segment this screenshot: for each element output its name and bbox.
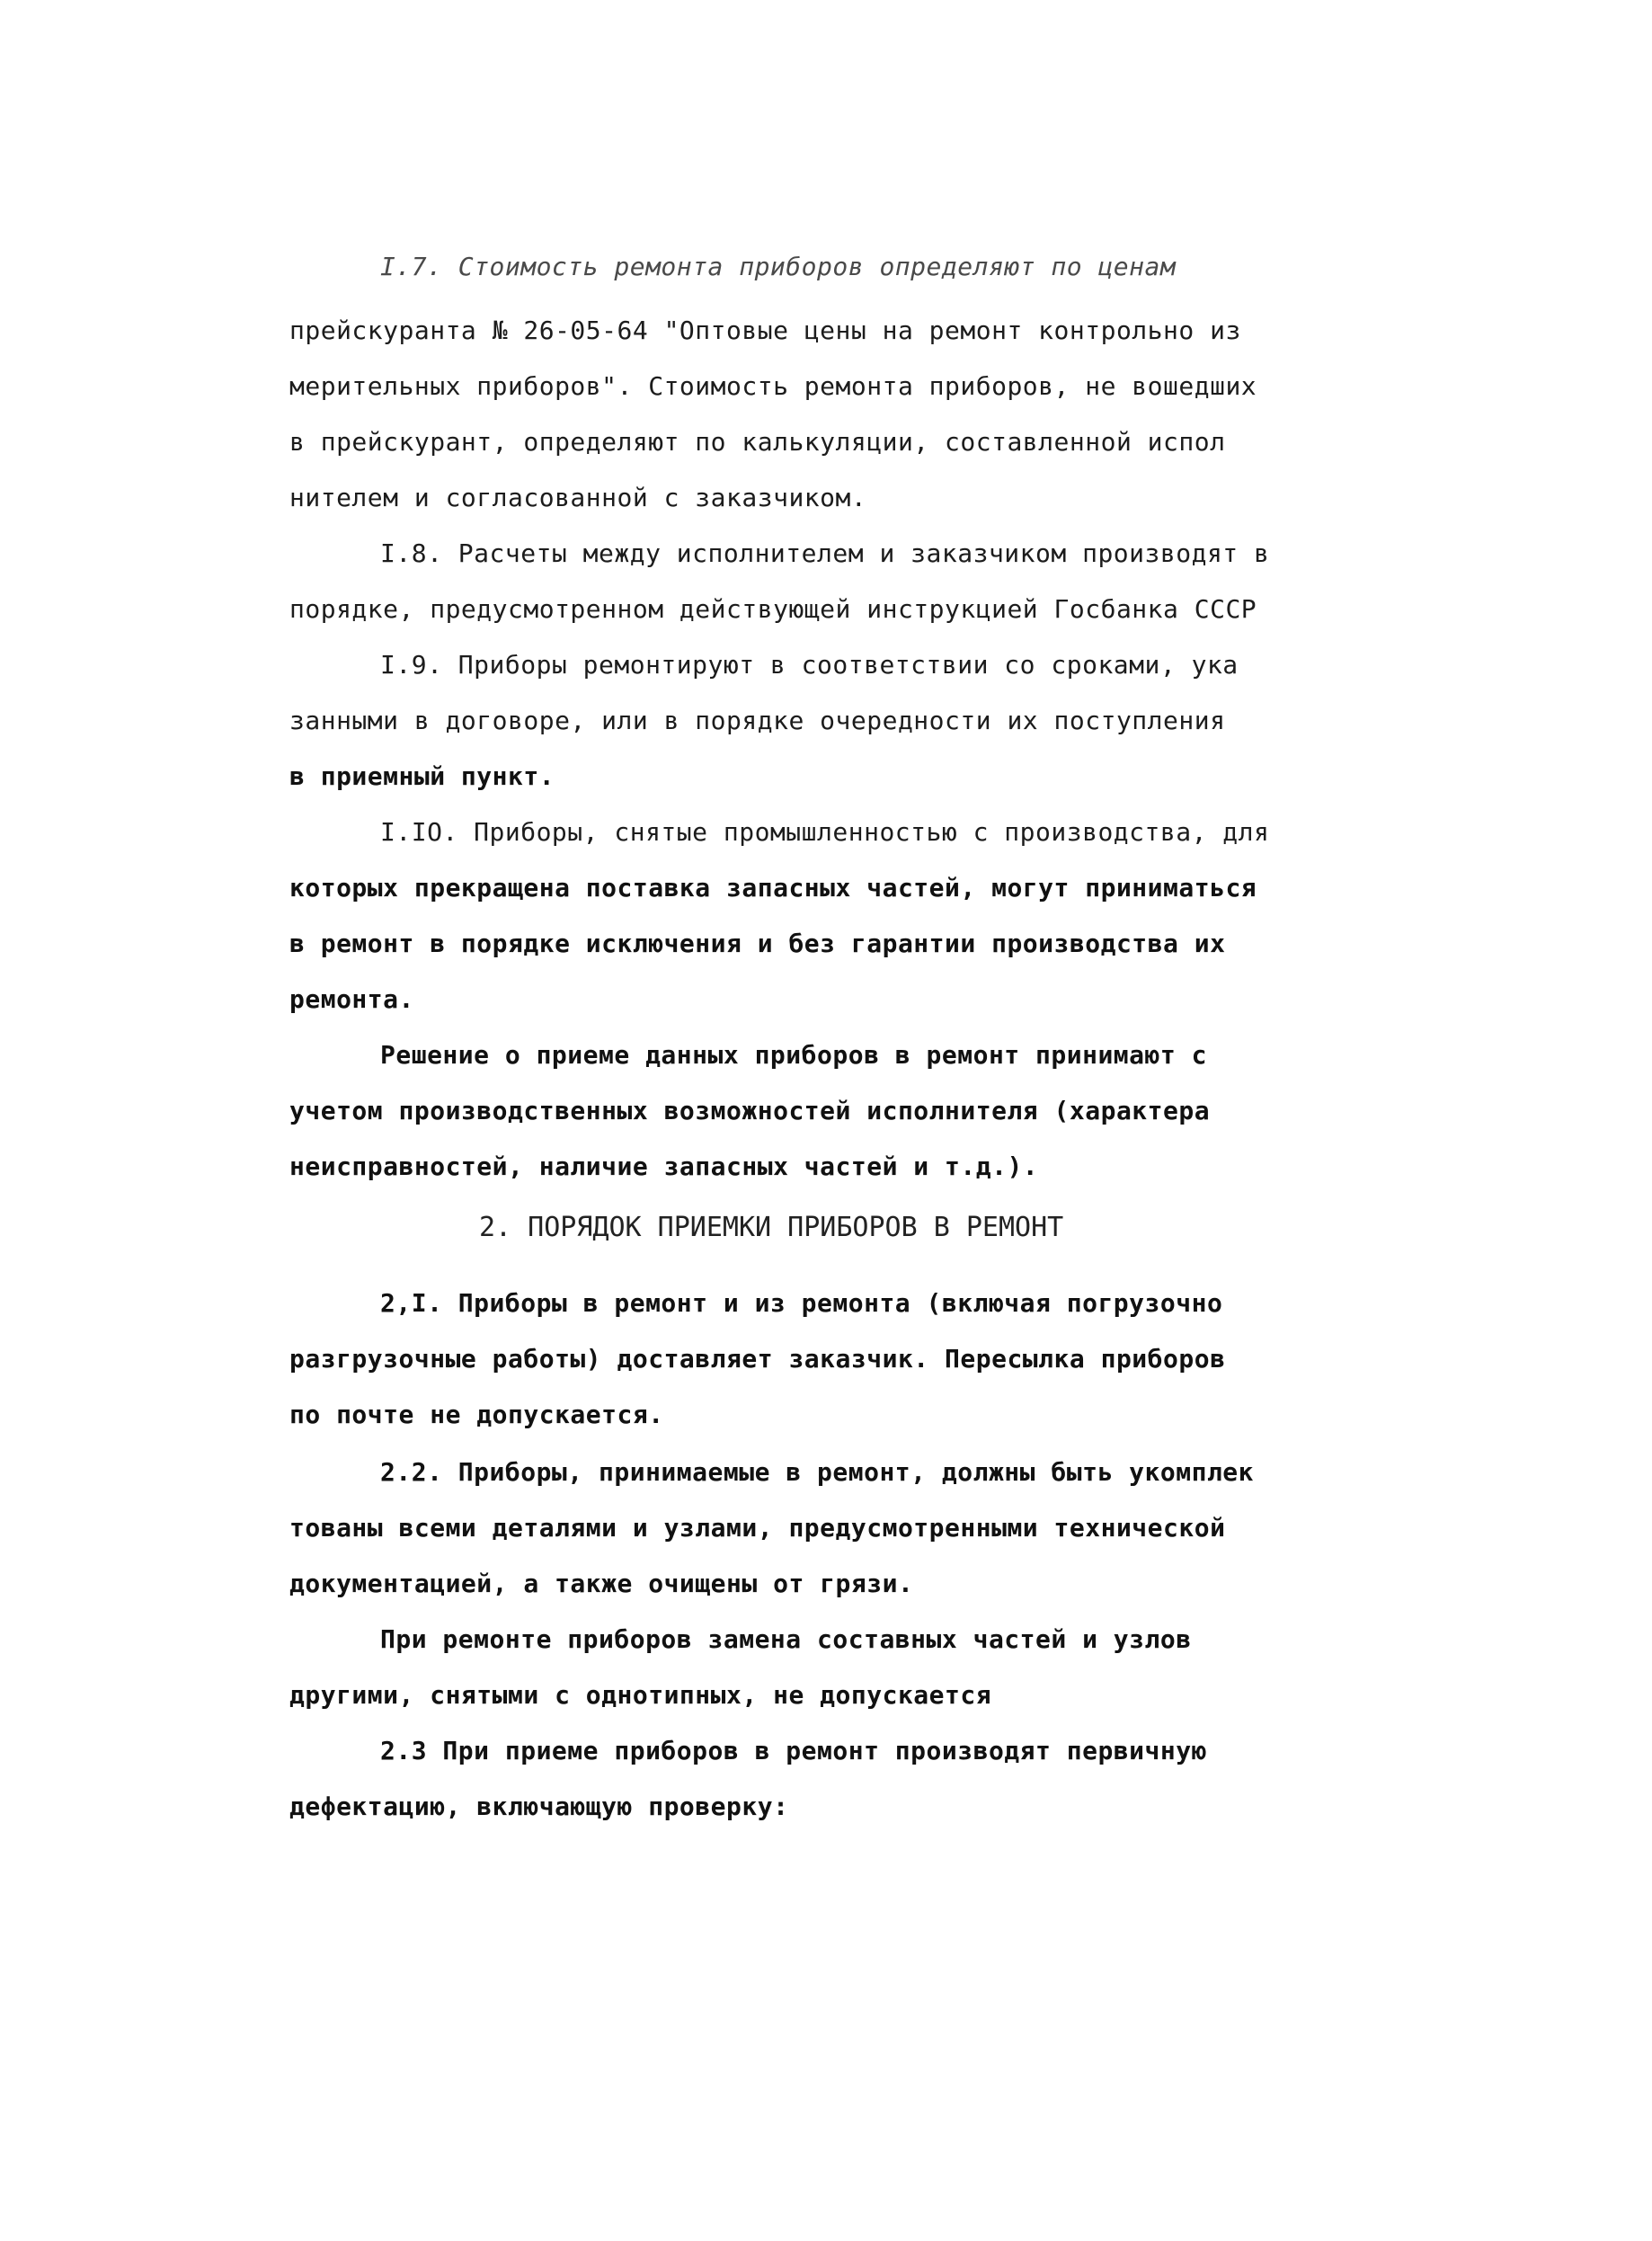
p2-2b-line-2: другими, снятыми с однотипных, не допускается: [289, 1680, 992, 1710]
p1-10-line-3: в ремонт в порядке исключения и без гарантии производства их: [289, 929, 1226, 958]
p2-1-line-2: разгрузочные работы) доставляет заказчик. Пересылка приборов: [289, 1344, 1226, 1374]
p2-2b-line-1: При ремонте приборов замена составных частей и узлов: [380, 1624, 1192, 1654]
p1-7-line-5: нителем и согласованной с заказчиком.: [289, 483, 867, 512]
p1-8-line-2: порядке, предусмотренном действующей инструкцией Госбанка СССР: [289, 594, 1257, 624]
p1-7-line-3: мерительных приборов". Стоимость ремонта приборов, не вошедших: [289, 371, 1257, 401]
p1-10b-line-2: учетом производственных возможностей исполнителя (характера: [289, 1096, 1211, 1125]
p2-3-line-1: 2.3 При приеме приборов в ремонт производят первичную: [380, 1736, 1207, 1765]
p1-9-line-1: I.9. Приборы ремонтируют в соответствии со сроками, ука: [380, 650, 1239, 680]
p1-8-line-1: I.8. Расчеты между исполнителем и заказчиком производят в: [380, 538, 1270, 568]
p1-9-line-2: занными в договоре, или в порядке очередности их поступления: [289, 706, 1226, 735]
p2-3-line-2: дефектацию, включающую проверку:: [289, 1792, 789, 1821]
p1-9-line-3: в приемный пункт.: [289, 761, 555, 791]
p1-10-line-2: которых прекращена поставка запасных частей, могут приниматься: [289, 873, 1257, 903]
p1-10-line-4: ремонта.: [289, 984, 414, 1014]
p1-10b-line-3: неисправностей, наличие запасных частей и т.д.).: [289, 1152, 1039, 1181]
p2-2-line-3: документацией, а также очищены от грязи.: [289, 1569, 914, 1598]
p2-1-line-3: по почте не допускается.: [289, 1400, 664, 1429]
p1-7-line-1: I.7. Стоимость ремонта приборов определяют по ценам: [380, 252, 1177, 281]
p1-10b-line-1: Решение о приеме данных приборов в ремонт принимают с: [380, 1040, 1207, 1070]
p2-2-line-2: тованы всеми деталями и узлами, предусмотренными технической: [289, 1513, 1226, 1543]
p1-7-line-2: прейскуранта № 26-05-64 "Оптовые цены на ремонт контрольно из: [289, 316, 1241, 345]
p2-1-line-1: 2,I. Приборы в ремонт и из ремонта (включая погрузочно: [380, 1288, 1223, 1318]
section-heading: 2. ПОРЯДОК ПРИЕМКИ ПРИБОРОВ В РЕМОНТ: [479, 1212, 1064, 1243]
p1-7-line-4: в прейскурант, определяют по калькуляции, составленной испол: [289, 427, 1226, 457]
p2-2-line-1: 2.2. Приборы, принимаемые в ремонт, должны быть укомплек: [380, 1457, 1255, 1487]
p1-10-line-1: I.IO. Приборы, снятые промышленностью с производства, для: [380, 817, 1270, 847]
